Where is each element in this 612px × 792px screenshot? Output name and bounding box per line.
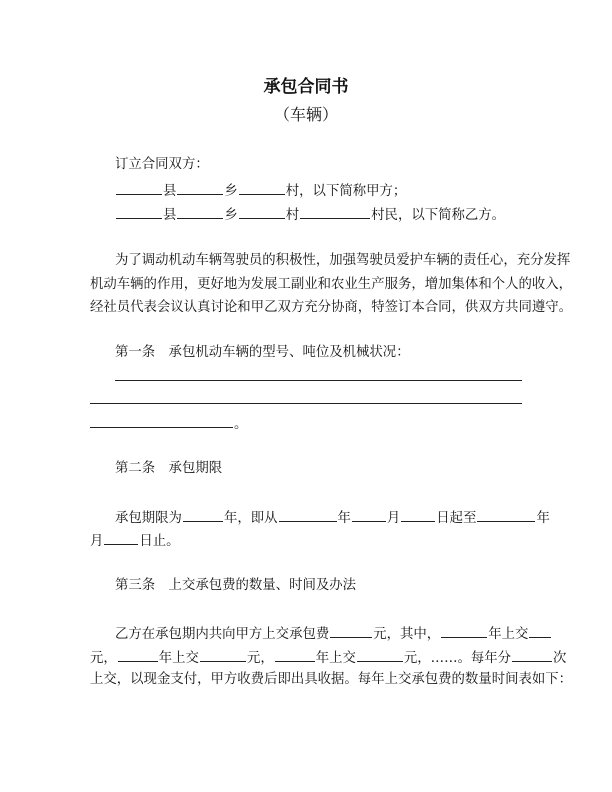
article2-term-line: 承包期限为 年，即从 年 月 日起至 年 [115,507,550,529]
article2-term-line: 月 日止。 [90,530,180,552]
article3-line: 乙方在承包期内共向甲方上交承包费 元，其中， 年上交 [115,623,552,645]
preamble-line: 经社员代表会议认真讨论和甲乙双方充分协商，特签订本合同，供双方共同遵守。 [90,300,573,315]
blank-rule [90,403,522,404]
blank-rule [90,427,233,428]
article1-heading: 第一条 承包机动车辆的型号、吨位及机械状况： [115,345,410,360]
article2-heading: 第二条 承包期限 [115,461,223,476]
article3-line: 元， 年上交 元， 年上交 元，……。每年分 次 [90,647,566,669]
party-b-line: 县 乡 村 村民，以下简称乙方。 [115,204,505,226]
preamble-line: 机动车辆的作用，更好地为发展工副业和农业生产服务，增加集体和个人的收入， [90,277,573,292]
preamble-line: 为了调动机动车辆驾驶员的积极性，加强驾驶员爱护车辆的责任心，充分发挥 [115,253,571,268]
document-subtitle: （车辆） [273,105,338,124]
article1-end: 。 [234,417,248,432]
parties-heading: 订立合同双方： [115,157,209,172]
blank-rule [115,380,522,381]
document-title: 承包合同书 [263,77,349,97]
article3-line: 上交，以现金支付，甲方收费后即出具收据。每年上交承包费的数量时间表如下： [90,672,573,687]
party-a-line: 县 乡 村，以下简称甲方； [115,180,406,202]
article3-heading: 第三条 上交承包费的数量、时间及办法 [115,578,357,593]
